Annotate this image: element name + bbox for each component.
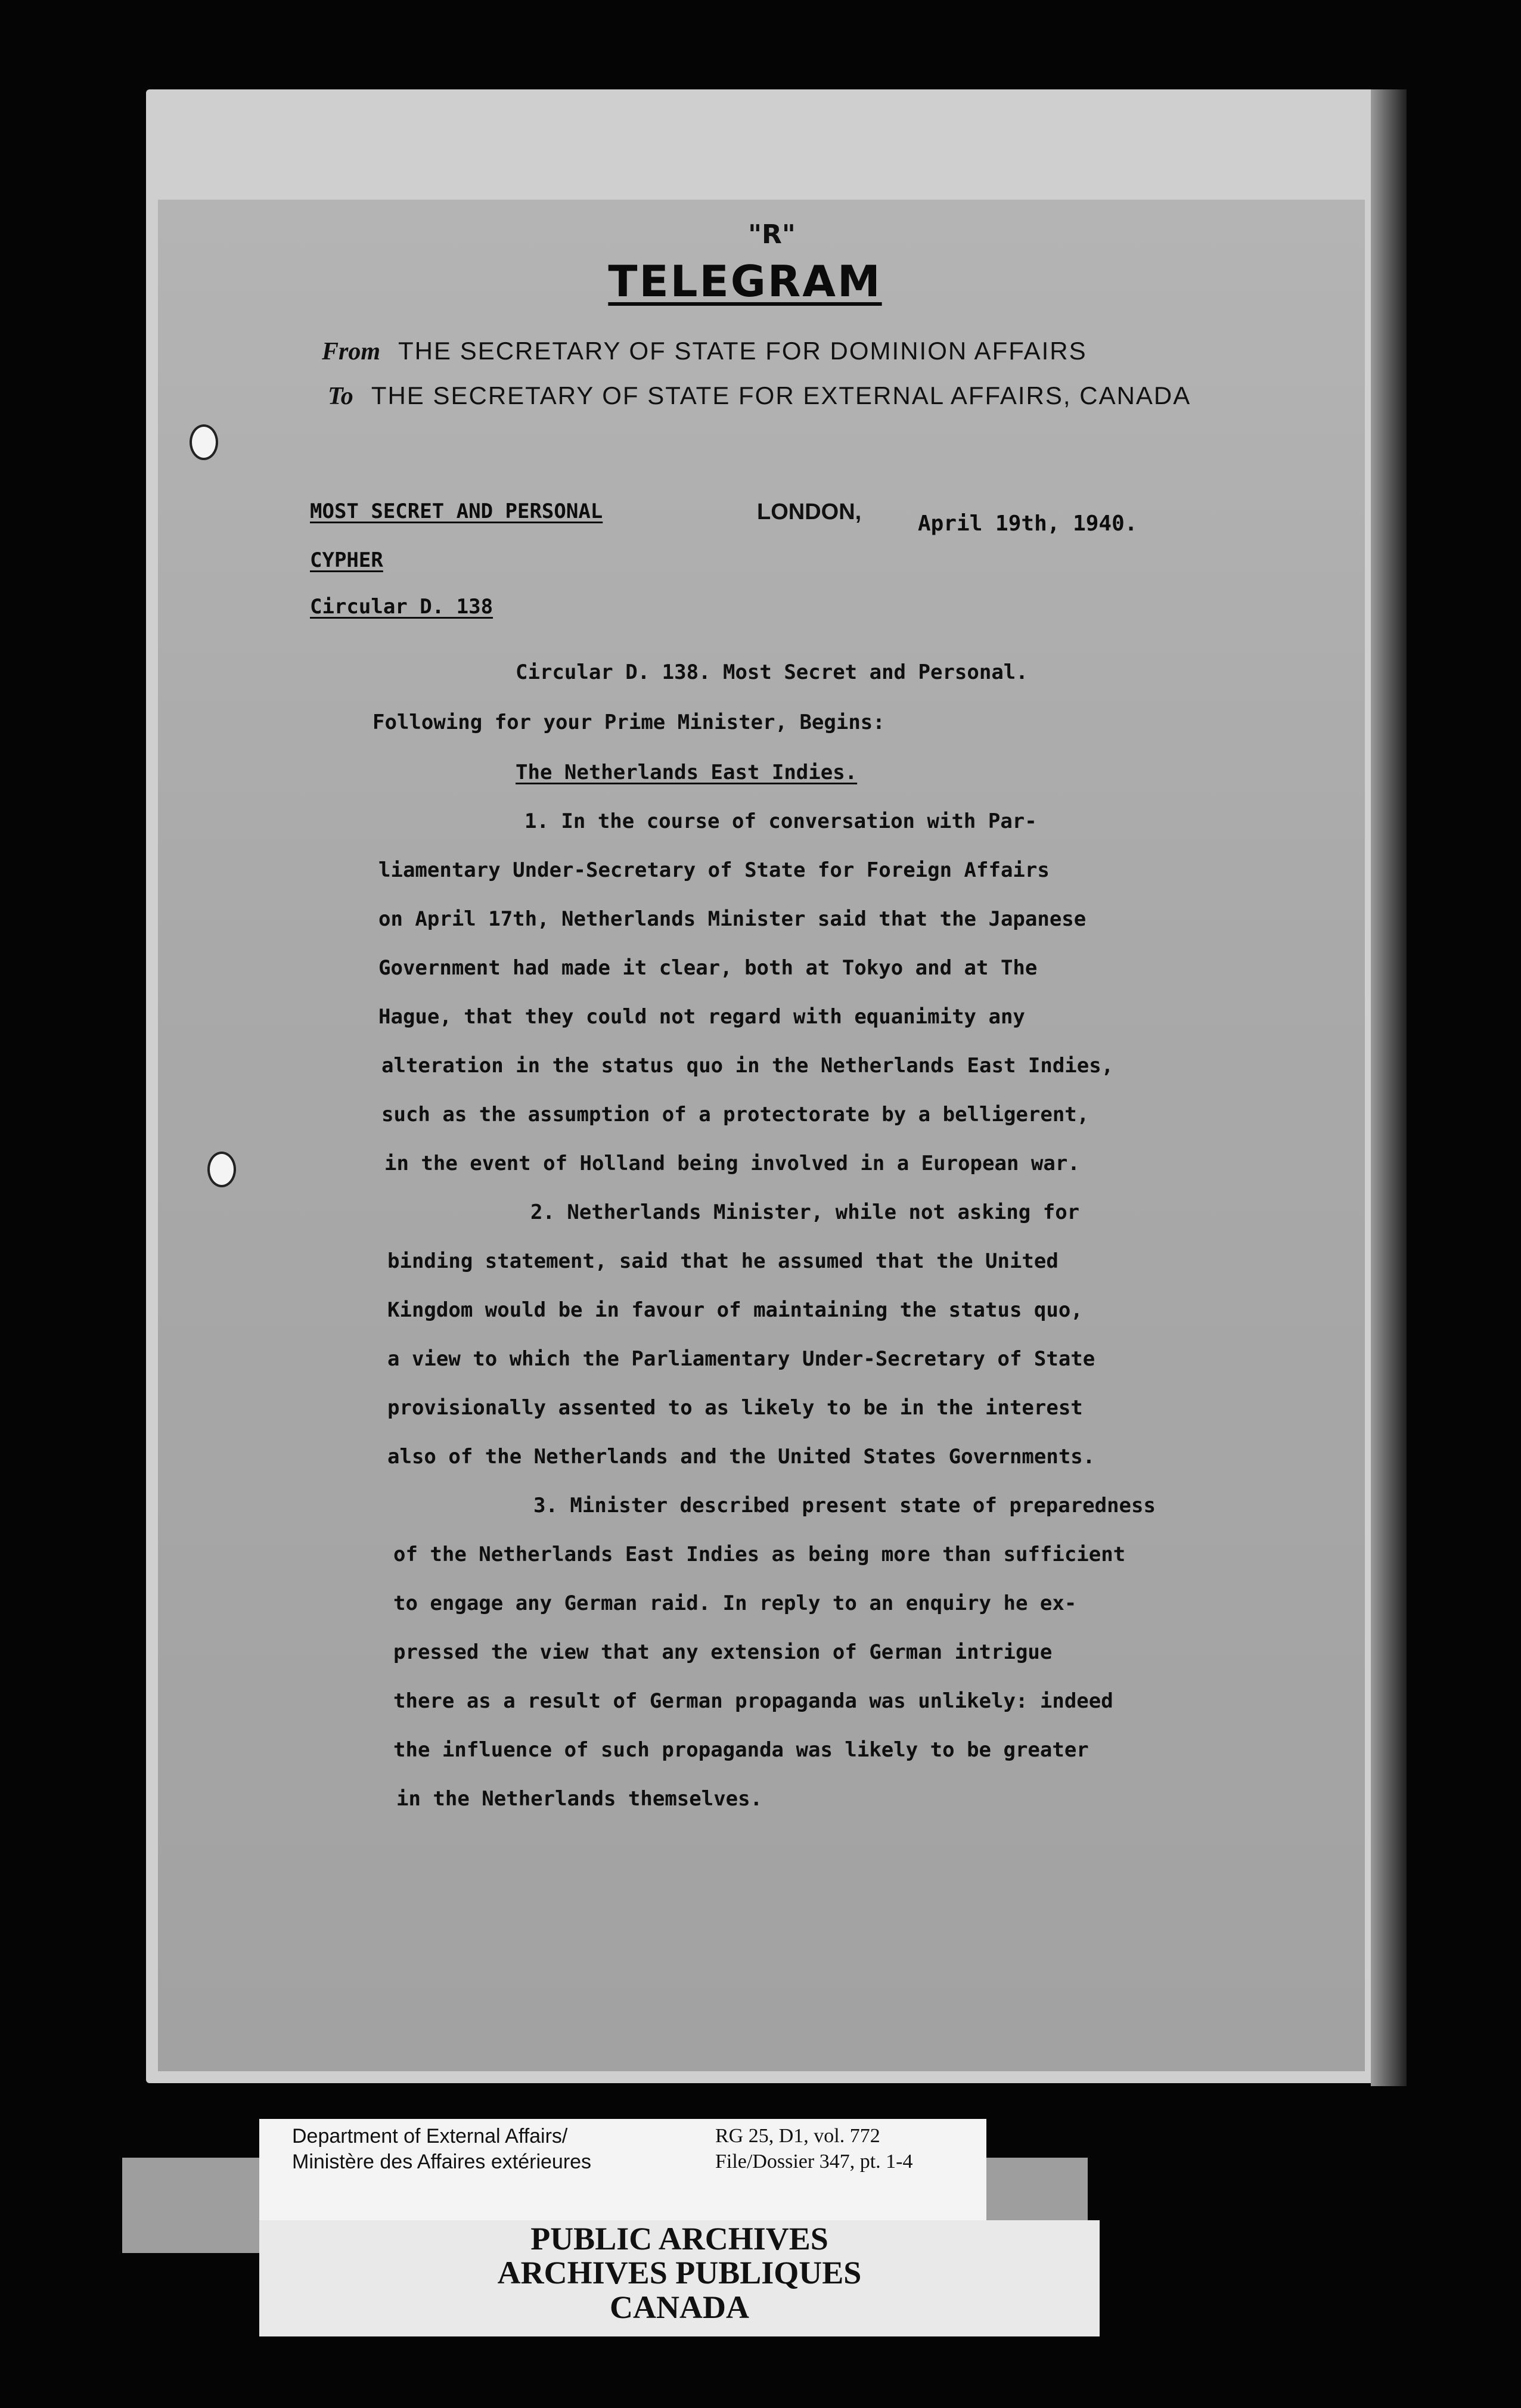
- body-line: provisionally assented to as likely to be in the interest: [387, 1396, 1083, 1420]
- file-reference: File/Dossier 347, pt. 1-4: [715, 2151, 913, 2173]
- document-title: TELEGRAM: [608, 256, 882, 306]
- to-line: [328, 381, 1191, 411]
- body-line: in the event of Holland being involved in a European war.: [384, 1152, 1080, 1175]
- record-group-reference: RG 25, D1, vol. 772: [715, 2125, 880, 2147]
- body-line: pressed the view that any extension of German intrigue: [393, 1640, 1053, 1664]
- transmission-method: CYPHER: [310, 548, 383, 572]
- location: LONDON,: [757, 499, 862, 525]
- body-line: of the Netherlands East Indies as being more than sufficient: [393, 1543, 1126, 1566]
- punch-hole-bottom: [207, 1152, 236, 1187]
- circular-number: Circular D. 138: [310, 595, 493, 619]
- body-line: to engage any German raid. In reply to an enquiry he ex-: [393, 1591, 1077, 1615]
- body-line: liamentary Under-Secretary of State for Foreign Affairs: [378, 858, 1050, 882]
- archives-stamp-line: PUBLIC ARCHIVES: [530, 2221, 828, 2257]
- body-heading: The Netherlands East Indies.: [516, 761, 858, 784]
- archives-stamp-line: ARCHIVES PUBLIQUES: [497, 2255, 862, 2291]
- body-line: Kingdom would be in favour of maintaining the status quo,: [387, 1298, 1083, 1322]
- from-line: [322, 337, 1087, 366]
- body-line: 3. Minister described present state of preparedness: [533, 1494, 1156, 1518]
- body-line: in the Netherlands themselves.: [396, 1787, 763, 1811]
- punch-hole-top: [190, 424, 218, 460]
- body-line: Government had made it clear, both at Tokyo and at The: [378, 956, 1038, 980]
- body-line: the influence of such propaganda was likely to be greater: [393, 1738, 1089, 1762]
- body-line: a view to which the Parliamentary Under-Secretary of State: [387, 1347, 1095, 1371]
- sheet-edge-shadow: [1371, 89, 1407, 2086]
- body-line: binding statement, said that he assumed that the United: [387, 1249, 1059, 1273]
- archives-stamp-line: CANADA: [610, 2289, 749, 2325]
- from-label: From: [322, 338, 381, 365]
- body-line: alteration in the status quo in the Netherlands East Indies,: [381, 1054, 1114, 1078]
- body-line: such as the assumption of a protectorate by a belligerent,: [381, 1103, 1089, 1127]
- department-english: Department of External Affairs/: [292, 2125, 568, 2148]
- department-french: Ministère des Affaires extérieures: [292, 2151, 592, 2173]
- body-line: 2. Netherlands Minister, while not asking for: [530, 1200, 1080, 1224]
- body-line: Circular D. 138. Most Secret and Personal.: [516, 660, 1028, 684]
- from-text: THE SECRETARY OF STATE FOR DOMINION AFFAIRS: [398, 337, 1087, 365]
- to-text: THE SECRETARY OF STATE FOR EXTERNAL AFFAIRS, CANADA: [371, 381, 1191, 409]
- body-line: also of the Netherlands and the United States Governments.: [387, 1445, 1095, 1469]
- body-line: there as a result of German propaganda was unlikely: indeed: [393, 1689, 1113, 1713]
- classification: MOST SECRET AND PERSONAL: [310, 499, 603, 523]
- body-line: Hague, that they could not regard with equanimity any: [378, 1005, 1025, 1029]
- body-line: 1. In the course of conversation with Par-: [524, 809, 1037, 833]
- to-label: To: [328, 383, 353, 410]
- body-line: Following for your Prime Minister, Begins:: [373, 710, 885, 734]
- routing-mark: "R": [748, 219, 796, 250]
- body-line: on April 17th, Netherlands Minister said that the Japanese: [378, 907, 1087, 931]
- date: April 19th, 1940.: [918, 511, 1138, 536]
